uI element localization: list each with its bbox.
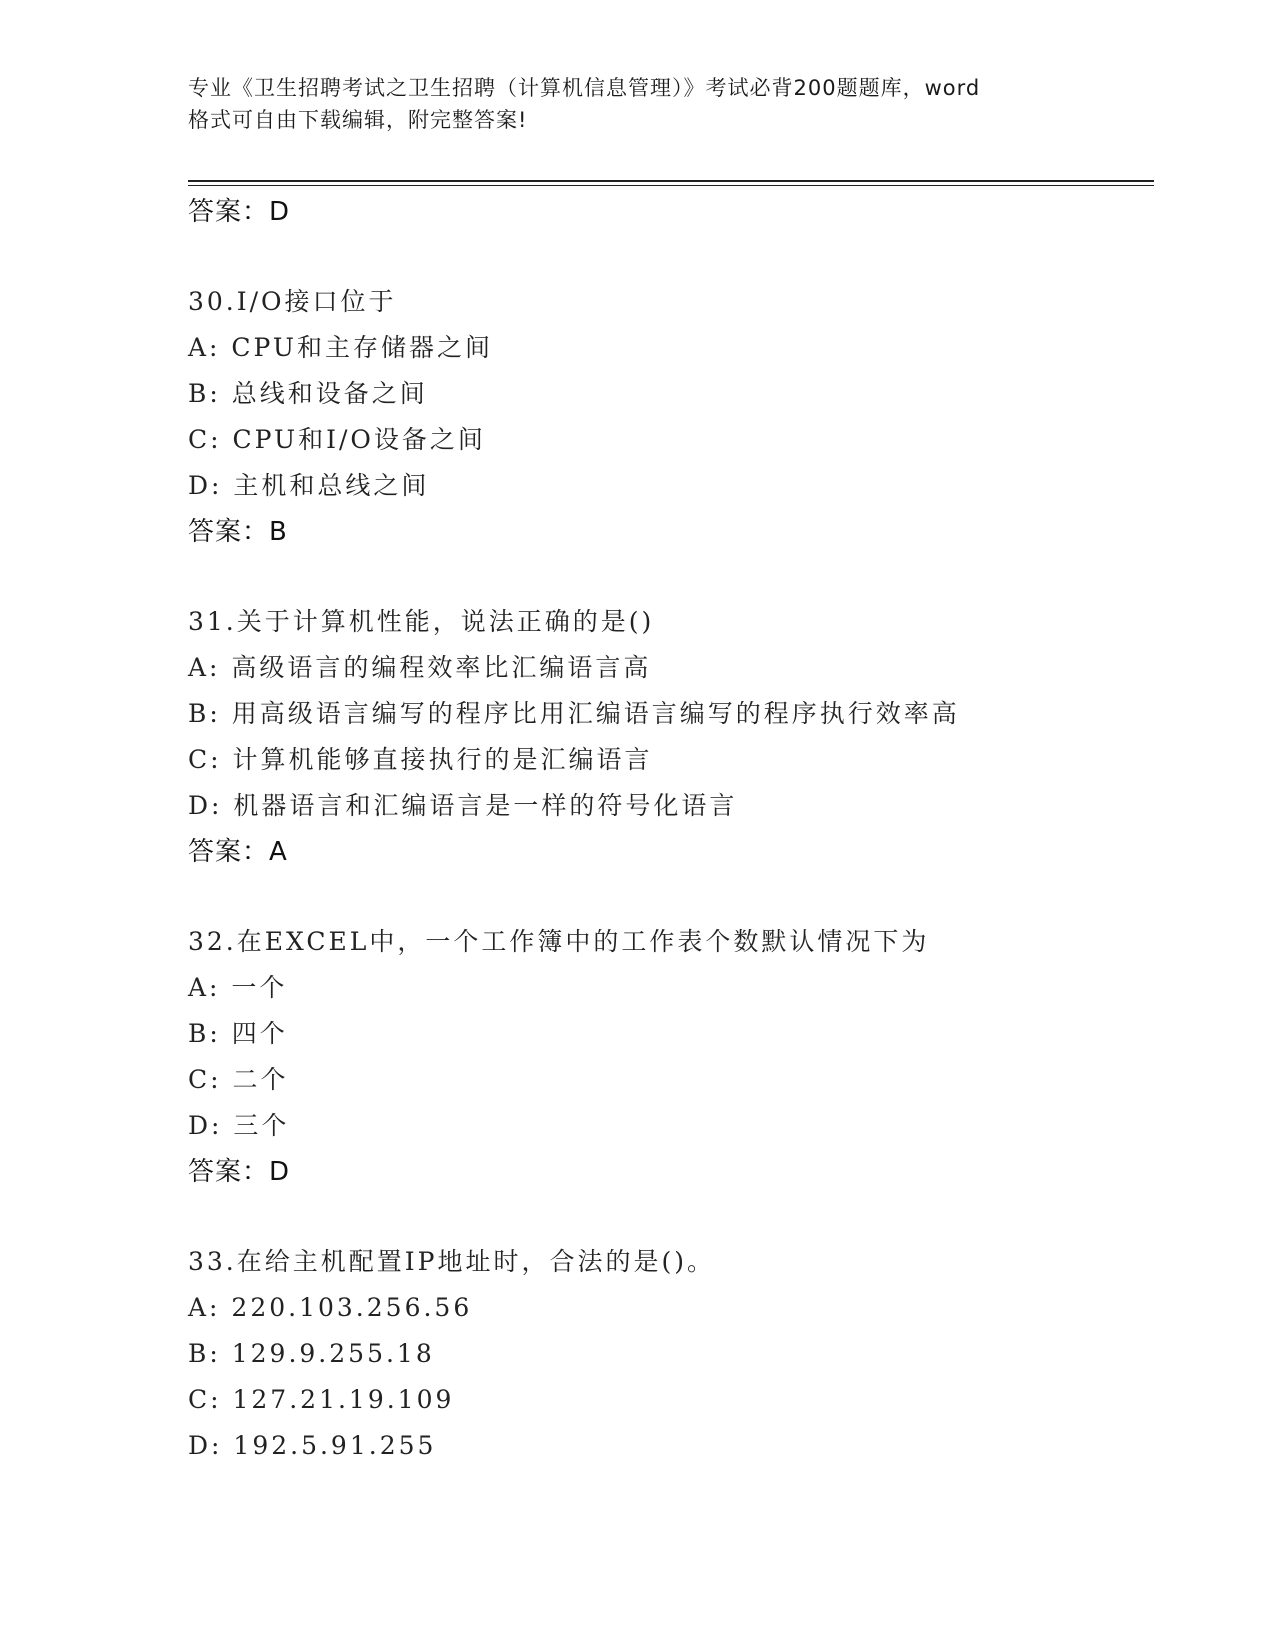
option-c: C: CPU和I/O设备之间 [188,425,486,454]
header-title-line-1: 专业《卫生招聘考试之卫生招聘（计算机信息管理）》考试必背200题题库，word [188,76,981,100]
question-block [188,599,1154,875]
question-text: 30.I/O接口位于 [188,287,397,316]
question-block [188,1239,1154,1469]
header-title-line-2: 格式可自由下载编辑，附完整答案! [188,108,528,132]
question-list [188,189,1154,1469]
option-b: B: 四个 [188,1019,288,1048]
spacer [188,1195,1154,1239]
header-divider-thin [188,185,1154,186]
option-d: D: 机器语言和汇编语言是一样的符号化语言 [188,791,738,820]
spacer [188,235,1154,279]
answer-line: 答案：A [188,837,288,867]
question-text: 32.在EXCEL中，一个工作簿中的工作表个数默认情况下为 [188,927,930,956]
answer-line: 答案：B [188,517,288,547]
question-block [188,919,1154,1195]
question-block [188,279,1154,555]
spacer [188,875,1154,919]
option-a: A: 高级语言的编程效率比汇编语言高 [188,653,652,682]
answer-line: 答案：D [188,197,291,227]
option-c: C: 127.21.19.109 [188,1385,455,1414]
option-b: B: 用高级语言编写的程序比用汇编语言编写的程序执行效率高 [188,699,960,728]
question-text: 33.在给主机配置IP地址时，合法的是()。 [188,1247,715,1276]
option-b: B: 129.9.255.18 [188,1339,435,1368]
header-divider-thick [188,180,1154,182]
option-d: D: 主机和总线之间 [188,471,430,500]
document-header [188,72,1088,136]
question-text: 31.关于计算机性能，说法正确的是() [188,607,655,636]
answer-line: 答案：D [188,1157,291,1187]
option-c: C: 二个 [188,1065,289,1094]
option-b: B: 总线和设备之间 [188,379,428,408]
option-c: C: 计算机能够直接执行的是汇编语言 [188,745,653,774]
spacer [188,555,1154,599]
option-a: A: 220.103.256.56 [188,1293,473,1322]
option-d: D: 192.5.91.255 [188,1431,437,1460]
option-a: A: CPU和主存储器之间 [188,333,494,362]
option-a: A: 一个 [188,973,288,1002]
option-d: D: 三个 [188,1111,290,1140]
